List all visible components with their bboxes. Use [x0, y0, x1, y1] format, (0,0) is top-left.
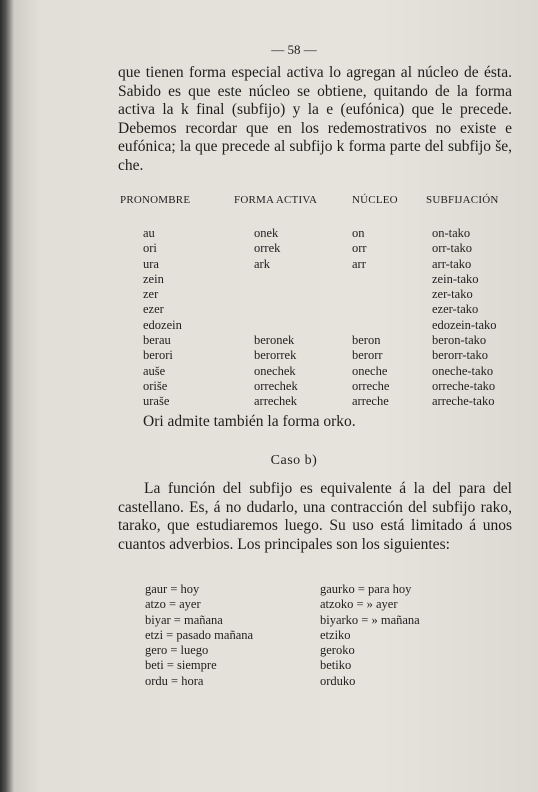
- adverb-left-item: atzo = ayer: [145, 597, 201, 612]
- paragraph-funcion: La función del subfijo es equivalente á la del para del castellano. Es, á no dudarlo, una contracción del subfijo rako, tarako, que estudiaremos luego. Su uso está limitado á unos cuantos adverbios. Los principales son los siguientes:: [118, 480, 512, 553]
- cell-nucleo: [352, 272, 389, 287]
- cell-nucleo: on: [352, 226, 365, 240]
- adverb-left-item: beti = siempre: [145, 658, 217, 673]
- adverb-right-item: gaurko = para hoy: [320, 582, 412, 596]
- cell-subfijacion: zein-tako: [432, 271, 479, 286]
- cell-nucleo: arreche: [352, 394, 389, 409]
- cell-forma-activa: berorrek: [254, 348, 297, 363]
- column-subfijacion: [432, 226, 497, 410]
- cell-subfijacion: orreche-tako: [432, 378, 496, 393]
- adverb-left-item: etzi = pasado mañana: [145, 627, 254, 642]
- header-forma-activa: FORMA ACTIVA: [234, 194, 318, 206]
- adverb-right-item: biyarko = » mañana: [320, 612, 420, 627]
- cell-nucleo: berorr: [352, 348, 383, 363]
- cell-nucleo: [352, 287, 389, 302]
- cell-nucleo: [352, 302, 389, 317]
- cell-pronombre: ori: [143, 241, 157, 256]
- cell-subfijacion: oneche-tako: [432, 363, 494, 378]
- cell-subfijacion: arr-tako: [432, 256, 472, 271]
- header-pronombre: PRONOMBRE: [120, 194, 191, 206]
- cell-forma-activa: [254, 318, 298, 333]
- cell-pronombre: uraše: [143, 394, 170, 409]
- cell-forma-activa: ark: [254, 256, 270, 271]
- adverb-right-item: atzoko = » ayer: [320, 597, 398, 612]
- cell-nucleo: orr: [352, 241, 367, 256]
- cell-forma-activa: onek: [254, 226, 279, 240]
- adverbs-left-list: [145, 582, 253, 689]
- cell-subfijacion: orr-tako: [432, 241, 473, 256]
- cell-nucleo: [352, 318, 389, 333]
- cell-subfijacion: edozein-tako: [432, 317, 497, 332]
- adverb-left-item: gaur = hoy: [145, 582, 200, 596]
- cell-forma-activa: [254, 272, 298, 287]
- page-number: — 58 —: [271, 42, 317, 57]
- column-nucleo: [352, 226, 389, 410]
- cell-pronombre: berori: [143, 348, 173, 363]
- cell-forma-activa: orrek: [254, 241, 281, 256]
- cell-pronombre: berau: [143, 333, 171, 348]
- cell-subfijacion: arreche-tako: [432, 394, 495, 409]
- cell-pronombre: ura: [143, 256, 159, 271]
- cell-pronombre: edozein: [143, 317, 182, 332]
- cell-forma-activa: arrechek: [254, 394, 298, 409]
- cell-subfijacion: zer-tako: [432, 287, 473, 302]
- note-ori: Ori admite también la forma orko.: [143, 413, 356, 430]
- cell-subfijacion: beron-tako: [432, 333, 487, 348]
- adverb-right-item: geroko: [320, 643, 355, 658]
- cell-subfijacion: berorr-tako: [432, 348, 488, 363]
- adverb-left-item: biyar = mañana: [145, 612, 223, 627]
- cell-pronombre: zer: [143, 287, 159, 302]
- cell-nucleo: beron: [352, 333, 381, 348]
- cell-nucleo: oneche: [352, 363, 388, 378]
- cell-subfijacion: ezer-tako: [432, 302, 479, 317]
- cell-forma-activa: [254, 287, 298, 302]
- adverb-right-item: orduko: [320, 673, 356, 688]
- header-subfijacion: SUBFIJACIÓN: [426, 194, 499, 206]
- cell-subfijacion: on-tako: [432, 226, 471, 240]
- paragraph-intro: que tienen forma especial activa lo agregan al núcleo de ésta. Sabido es que este núcleo se obtiene, quitando de la forma activa la k final (subfijo) y la e (eufónica) que le precede. Debemos recordar que en los redemostrativos no existe e eufónica; la que precede al subfijo k forma parte del subfijo še, che.: [118, 64, 512, 174]
- cell-pronombre: auše: [143, 363, 166, 378]
- adverb-left-item: ordu = hora: [145, 673, 204, 688]
- cell-forma-activa: beronek: [254, 333, 295, 348]
- cell-forma-activa: orrechek: [254, 378, 298, 393]
- cell-nucleo: orreche: [352, 378, 390, 393]
- cell-pronombre: ezer: [143, 302, 164, 317]
- cell-pronombre: au: [143, 226, 155, 240]
- cell-pronombre: zein: [143, 271, 164, 286]
- adverb-right-item: etziko: [320, 627, 351, 642]
- cell-pronombre: oriše: [143, 378, 168, 393]
- cell-forma-activa: onechek: [254, 363, 296, 378]
- column-pronombre: [143, 226, 182, 410]
- section-heading: Caso b): [270, 453, 318, 468]
- cell-forma-activa: [254, 302, 298, 317]
- adverbs-right-list: [320, 582, 420, 689]
- adverb-right-item: betiko: [320, 658, 352, 673]
- adverb-left-item: gero = luego: [145, 643, 209, 658]
- cell-nucleo: arr: [352, 256, 366, 271]
- header-nucleo: NÚCLEO: [352, 194, 398, 206]
- column-forma-activa: [254, 226, 298, 410]
